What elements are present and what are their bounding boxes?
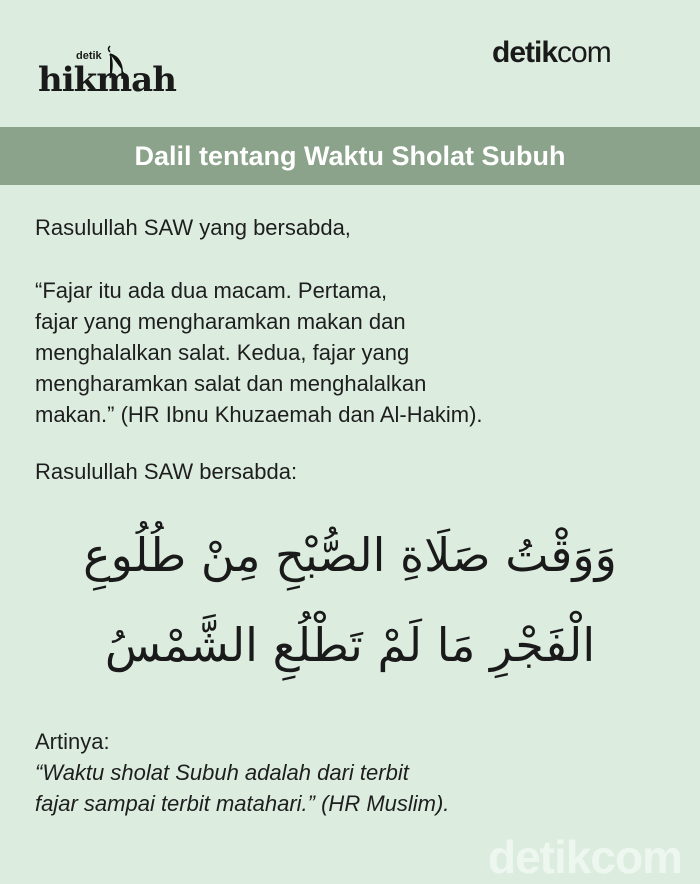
- watermark: detikcom: [488, 831, 682, 883]
- detikcom-logo: [492, 36, 611, 70]
- arabic-hadith: [40, 510, 660, 690]
- title-banner: [0, 127, 700, 185]
- page-title: Dalil tentang Waktu Sholat Subuh: [134, 140, 566, 171]
- meaning-line: “Waktu sholat Subuh adalah dari terbit: [35, 760, 409, 785]
- com-text: com: [557, 36, 611, 69]
- quote-line: fajar yang mengharamkan makan dan: [35, 309, 406, 334]
- arabic-line: الْفَجْرِ مَا لَمْ تَطْلُعِ الشَّمْسُ: [104, 618, 596, 672]
- hikmah-text: hikmah: [38, 60, 176, 100]
- meaning-line: fajar sampai terbit matahari.” (HR Muslim).: [35, 791, 450, 816]
- hadith-quote: [35, 275, 483, 430]
- quote-line: makan.” (HR Ibnu Khuzaemah dan Al-Hakim).: [35, 402, 483, 427]
- arabic-line: وَوَقْتُ صَلَاةِ الصُّبْحِ مِنْ طُلُوعِ: [83, 528, 617, 582]
- intro2-text: Rasulullah SAW bersabda:: [35, 459, 298, 484]
- hikmah-small-text: detik: [76, 50, 102, 62]
- meaning-text: [35, 757, 449, 819]
- quote-line: mengharamkan salat dan menghalalkan: [35, 371, 427, 396]
- quote-line: “Fajar itu ada dua macam. Pertama,: [35, 278, 388, 303]
- quote-line: menghalalkan salat. Kedua, fajar yang: [35, 340, 410, 365]
- detik-hikmah-logo: [38, 42, 176, 102]
- intro-text: Rasulullah SAW yang bersabda,: [35, 215, 351, 240]
- meaning-label: Artinya:: [35, 729, 110, 754]
- detik-text: detik: [492, 36, 558, 69]
